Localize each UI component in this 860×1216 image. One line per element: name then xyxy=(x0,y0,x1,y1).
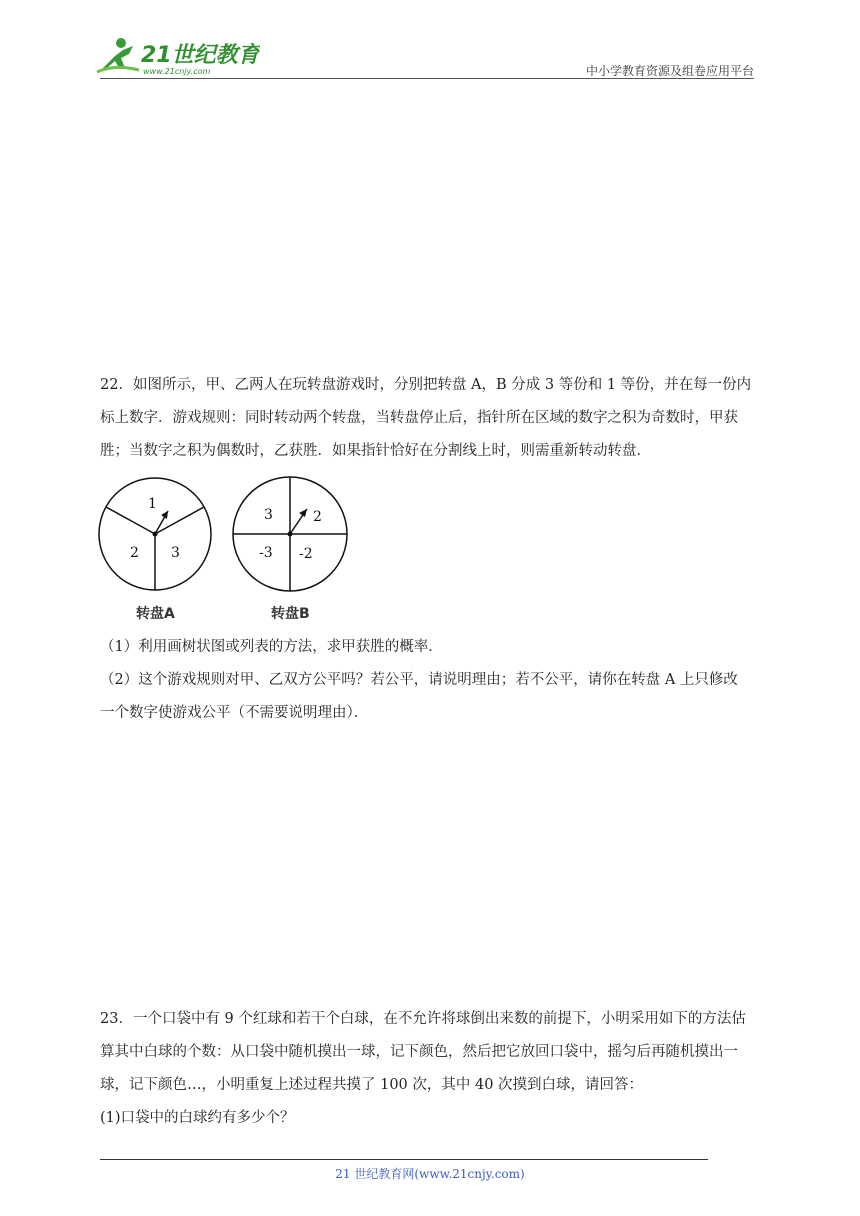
wheel-b-number-3: 3 xyxy=(264,507,273,523)
wheel-b-label: 转盘B xyxy=(271,606,310,622)
question-23-line-1: 23．一个口袋中有 9 个红球和若干个白球，在不允许将球倒出来数的前提下，小明采用如下的方法估 xyxy=(100,1011,746,1027)
question-23 xyxy=(100,1003,760,1135)
question-22-line-3: 胜；当数字之积为偶数时，乙获胜．如果指针恰好在分割线上时，则需重新转动转盘． xyxy=(100,443,651,459)
spinner-figure xyxy=(96,474,356,624)
wheel-a-number-2: 2 xyxy=(130,545,139,561)
wheel-b-number-2: 2 xyxy=(313,509,322,525)
question-22-part-2-line-2: 一个数字使游戏公平（不需要说明理由）． xyxy=(100,705,369,721)
logo-url: www.21cnjy.com xyxy=(143,67,211,76)
question-22-line-2: 标上数字．游戏规则：同时转动两个转盘，当转盘停止后，指针所在区域的数字之积为奇数时，甲获 xyxy=(100,410,738,426)
question-22-part-1: （1）利用画树状图或列表的方法，求甲获胜的概率． xyxy=(100,639,443,655)
site-logo xyxy=(95,34,260,80)
footer-link[interactable]: 21 世纪教育网(www.21cnjy.com) xyxy=(335,1167,525,1181)
header-divider xyxy=(100,78,754,79)
wheel-a xyxy=(99,478,211,622)
question-23-part-1: (1)口袋中的白球约有多少个？ xyxy=(100,1110,295,1126)
question-22-line-1: 22．如图所示，甲、乙两人在玩转盘游戏时，分别把转盘 A，B 分成 3 等份和 1 等份，并在每一份内 xyxy=(100,377,752,393)
wheel-b xyxy=(233,477,347,622)
runner-logo-icon xyxy=(97,38,139,72)
question-22-parts xyxy=(100,631,760,730)
header-platform-text: 中小学教育资源及组卷应用平台 xyxy=(585,64,754,78)
footer-divider xyxy=(100,1159,708,1160)
question-23-line-2: 算其中白球的个数：从口袋中随机摸出一球，记下颜色，然后把它放回口袋中，摇匀后再随机摸出一 xyxy=(100,1044,738,1060)
wheel-a-label: 转盘A xyxy=(136,606,175,622)
wheel-b-number-neg2: -2 xyxy=(299,546,313,562)
wheel-a-number-1: 1 xyxy=(148,496,157,512)
wheel-b-number-neg3: -3 xyxy=(259,545,273,561)
wheel-a-number-3: 3 xyxy=(171,545,180,561)
question-22 xyxy=(100,369,760,468)
logo-text: 21世纪教育 xyxy=(141,43,260,68)
question-23-line-3: 球，记下颜色…，小明重复上述过程共摸了 100 次，其中 40 次摸到白球，请回答： xyxy=(100,1077,644,1093)
question-22-part-2-line-1: （2）这个游戏规则对甲、乙双方公平吗？若公平，请说明理由；若不公平，请你在转盘 A 上只修改 xyxy=(100,672,738,688)
